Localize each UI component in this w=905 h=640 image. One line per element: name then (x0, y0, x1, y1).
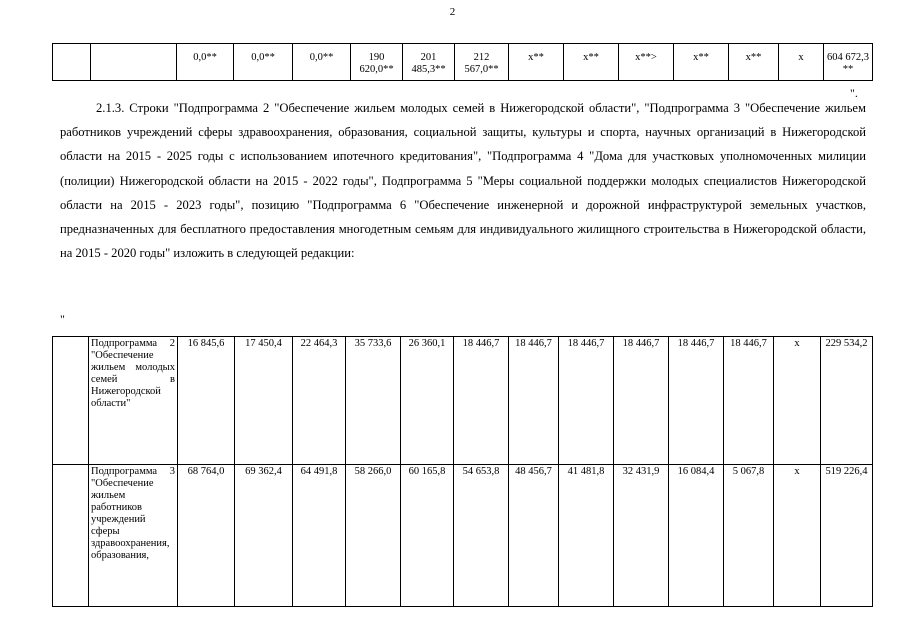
opening-quote: " (60, 312, 65, 326)
table-cell: 26 360,1 (401, 337, 454, 465)
table-cell: x** (509, 44, 564, 81)
subprogram-name: Подпрограмма 3 "Обеспечение жильем работников учреждений сферы здравоохранения, образования, (89, 465, 178, 607)
table-cell: 18 446,7 (669, 337, 724, 465)
table-cell: 0,0** (177, 44, 234, 81)
table-cell: 18 446,7 (559, 337, 614, 465)
table-cell: 60 165,8 (401, 465, 454, 607)
table-cell: x** (729, 44, 779, 81)
table-cell: 0,0** (293, 44, 351, 81)
table-cell: 17 450,4 (235, 337, 293, 465)
table-cell: x (774, 465, 821, 607)
table-cell (53, 44, 91, 81)
table-cell: 519 226,4 (821, 465, 873, 607)
table-cell: 229 534,2 (821, 337, 873, 465)
table-cell: 212 567,0** (455, 44, 509, 81)
table-cell: 190 620,0** (351, 44, 403, 81)
table-cell: 201 485,3** (403, 44, 455, 81)
table-cell: x (779, 44, 824, 81)
table-cell: x**> (619, 44, 674, 81)
top-table-fragment (52, 43, 873, 81)
table-cell: 18 446,7 (724, 337, 774, 465)
table-cell: 16 845,6 (178, 337, 235, 465)
table-cell: 54 653,8 (454, 465, 509, 607)
subprogram-table (52, 336, 873, 607)
table-cell: 41 481,8 (559, 465, 614, 607)
table-cell: 18 446,7 (454, 337, 509, 465)
table-cell: x** (674, 44, 729, 81)
closing-quote: ". (850, 86, 858, 100)
table-cell: 69 362,4 (235, 465, 293, 607)
subprogram-name: Подпрограмма 2 "Обеспечение жильем молодых семей в Нижегородской области" (89, 337, 178, 465)
table-cell (53, 465, 89, 607)
table-cell: 22 464,3 (293, 337, 346, 465)
table-cell: 68 764,0 (178, 465, 235, 607)
table-cell: 48 456,7 (509, 465, 559, 607)
table-cell (91, 44, 177, 81)
table-cell: 5 067,8 (724, 465, 774, 607)
table-cell: 32 431,9 (614, 465, 669, 607)
table-cell (53, 337, 89, 465)
amendment-paragraph: 2.1.3. Строки "Подпрограмма 2 "Обеспечение жильем молодых семей в Нижегородской области", "Подпрограмма 3 "Обеспечение жильем работников учреждений сферы здравоохранения, образования, социальной защиты, культуры и спорта, научных организаций в Нижегородской области на 2015 - 2025 годы с использованием ипотечного кредитования", "Подпрограмма 4 "Дома для участковых уполномоченных милиции (полиции) Нижегородской области на 2015 - 2022 годы", Подпрограмма 5 "Меры социальной поддержки молодых специалистов Нижегородской области на 2015 - 2023 годы", позицию "Подпрограмма 6 "Обеспечение инженерной и дорожной инфраструктурой земельных участков, предназначенных для бесплатного предоставления многодетным семьям для индивидуального жилищного строительства в Нижегородской области, на 2015 - 2020 годы" изложить в следующей редакции: (60, 101, 866, 261)
table-cell: 35 733,6 (346, 337, 401, 465)
table-row (53, 44, 873, 81)
table-cell: 18 446,7 (614, 337, 669, 465)
table-cell: 604 672,3 ** (824, 44, 873, 81)
table-cell: 18 446,7 (509, 337, 559, 465)
table-cell: 58 266,0 (346, 465, 401, 607)
page-number: 2 (449, 6, 456, 18)
table-cell: 64 491,8 (293, 465, 346, 607)
table-row (53, 465, 873, 607)
table-cell: x (774, 337, 821, 465)
table-cell: 0,0** (234, 44, 293, 81)
table-cell: 16 084,4 (669, 465, 724, 607)
table-cell: x** (564, 44, 619, 81)
table-row (53, 337, 873, 465)
